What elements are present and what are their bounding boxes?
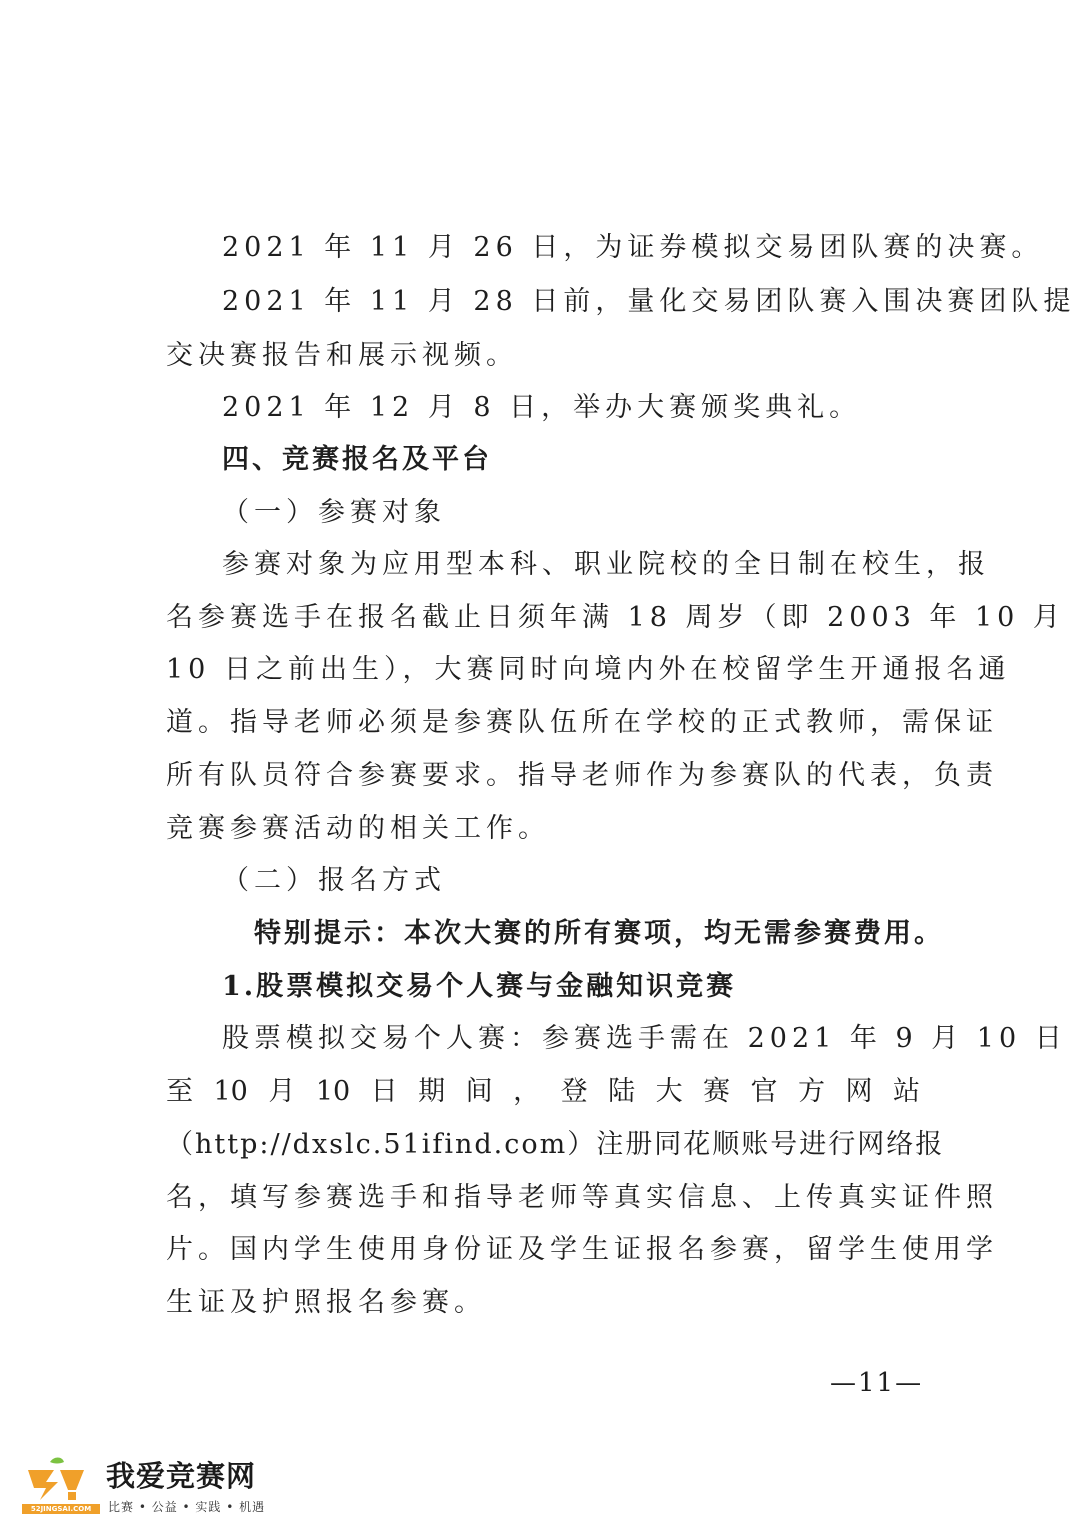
heading-stock-individual: 1.股票模拟交易个人赛与金融知识竞赛 [222, 971, 737, 1002]
special-notice [222, 914, 944, 954]
justified-token: ， [513, 1076, 541, 1107]
paragraph-participants-line2: 名参赛选手在报名截止日须年满 18 周岁（即 2003 年 10 月 [166, 602, 1065, 633]
trophy-cup-logo-icon [24, 1456, 86, 1508]
logo-title: 我爱竞赛网 [106, 1459, 257, 1493]
justified-token: 陆 [608, 1076, 636, 1107]
paragraph-stock-line2 [166, 1072, 920, 1112]
justified-token: 大 [655, 1076, 683, 1107]
subheading-participants: （一）参赛对象 [222, 497, 446, 528]
logo-subtitle: 52JINGSAI.COM [22, 1504, 100, 1514]
justified-token: 期 [418, 1076, 446, 1107]
justified-token: 赛 [703, 1076, 731, 1107]
paragraph-stock-line4: 名，填写参赛选手和指导老师等真实信息、上传真实证件照 [166, 1182, 998, 1213]
justified-token: 月 [268, 1076, 296, 1107]
paragraph-stock-line6: 生证及护照报名参赛。 [166, 1287, 486, 1318]
paragraph-award-ceremony: 2021 年 12 月 8 日，举办大赛颁奖典礼。 [222, 392, 862, 423]
paragraph-participants-line5: 所有队员符合参赛要求。指导老师作为参赛队的代表，负责 [166, 760, 998, 791]
paragraph-stock-line3: （http://dxslc.51ifind.com）注册同花顺账号进行网络报 [166, 1129, 945, 1160]
justified-token: 网 [845, 1076, 873, 1107]
justified-token: 日 [370, 1076, 398, 1107]
paragraph-final-date: 2021 年 11 月 26 日，为证券模拟交易团队赛的决赛。 [222, 232, 1044, 263]
paragraph-participants-line1: 参赛对象为应用型本科、职业院校的全日制在校生，报 [222, 549, 990, 580]
paragraph-participants-line4: 道。指导老师必须是参赛队伍所在学校的正式教师，需保证 [166, 707, 998, 738]
subheading-registration-method: （二）报名方式 [222, 865, 446, 896]
justified-token: 至 [166, 1076, 193, 1107]
justified-token: 站 [892, 1076, 920, 1107]
paragraph-stock-line5: 片。国内学生使用身份证及学生证报名参赛，留学生使用学 [166, 1234, 998, 1265]
paragraph-stock-line1: 股票模拟交易个人赛：参赛选手需在 2021 年 9 月 10 日 [222, 1023, 1067, 1054]
paragraph-participants-line3: 10 日之前出生），大赛同时向境内外在校留学生开通报名通 [166, 654, 1011, 685]
page-number: —11— [830, 1368, 924, 1398]
justified-token: 方 [798, 1076, 826, 1107]
logo-tagline: 比赛 • 公益 • 实践 • 机遇 [108, 1500, 266, 1514]
justified-token: 10 [213, 1076, 248, 1107]
justified-token: 登 [560, 1076, 588, 1107]
paragraph-quant-deadline-line2: 交决赛报告和展示视频。 [166, 340, 518, 371]
special-notice-text: 特别提示：本次大赛的所有赛项，均无需参赛费用。 [254, 918, 944, 949]
justified-token: 官 [750, 1076, 778, 1107]
paragraph-participants-line6: 竞赛参赛活动的相关工作。 [166, 813, 550, 844]
section-heading-registration: 四、竞赛报名及平台 [222, 444, 492, 475]
site-logo[interactable] [22, 1452, 266, 1520]
justified-token: 间 [465, 1076, 493, 1107]
paragraph-quant-deadline-line1: 2021 年 11 月 28 日前，量化交易团队赛入围决赛团队提 [222, 286, 1076, 317]
justified-token: 10 [315, 1076, 351, 1107]
